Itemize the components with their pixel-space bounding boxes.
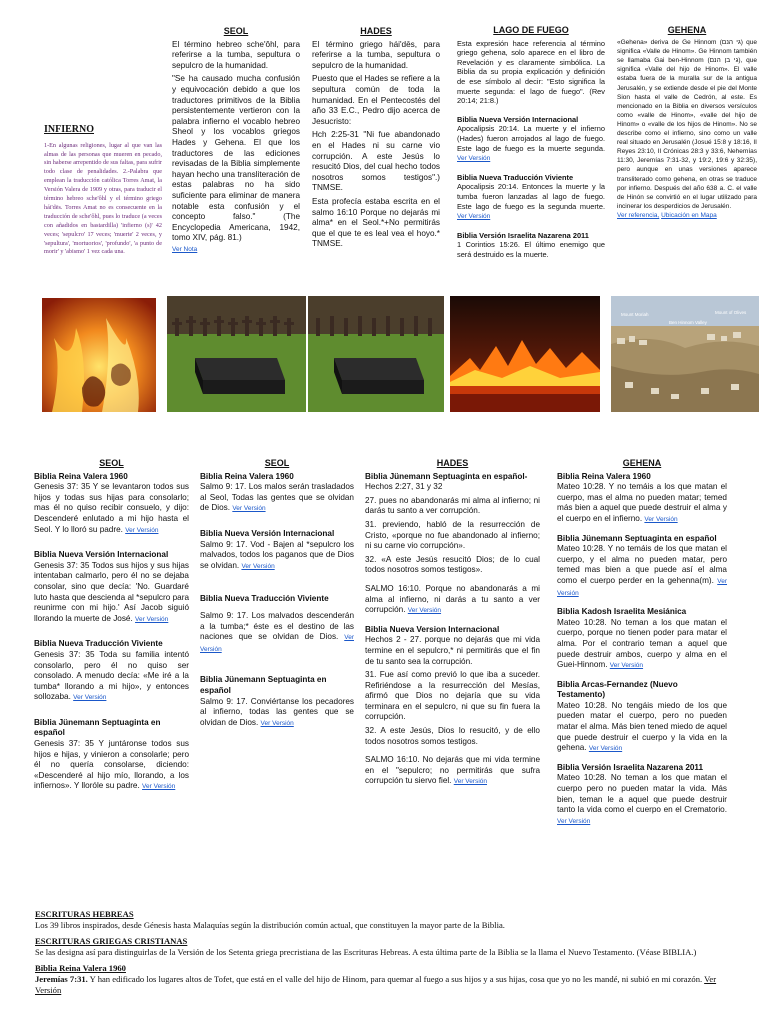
lago-t1-text: Apocalipsis 20:14. La muerte y el infierno (Hades) fueron arrojados al lago de fuego. Este lago de fuego es la muerte segunda.: [457, 124, 605, 153]
seol2-link4[interactable]: Ver Versión: [260, 719, 294, 727]
map-label-hinnom: Ben Hinnom Valley: [669, 320, 707, 325]
seol2-t2-text: Salmo 9: 17. Vod - Bajen al *sepulcro los malvados, todos los paganos que de Dios se olvidan.: [200, 539, 354, 570]
hades-b2t4-text: SALMO 16:10. No dejarás que mi vida termine en el "sepulcro; no permitirás que sufra corrupción tu siervo fiel.: [365, 755, 540, 786]
seol-genesis-title: SEOL: [99, 458, 124, 468]
hades-link1[interactable]: Ver Versión: [407, 607, 442, 615]
lago-t2: [457, 182, 605, 221]
seol-salmo-title: SEOL: [264, 458, 290, 468]
seol2-t2: [200, 540, 354, 573]
seol1-t4: [34, 739, 189, 793]
seol2-t1: [200, 482, 354, 515]
hades-v1: Biblia Jünemann Septuaginta en español-: [365, 471, 528, 481]
gehena-v3: Biblia Kadosh Israelita Mesiánica: [557, 607, 687, 617]
seol2-block-1: [200, 472, 354, 515]
seol1-t4-text: Genesis 37: 35 Y juntáronse todos sus hijos e hijas, y vinieron a consolarle; pero él no quería consolarse, diciendo: «Descenderé al hijo mío, llorando, a los infiernos». Y lloróle su padre.: [34, 739, 189, 791]
escrituras-hebreas-title: ESCRITURAS HEBREAS: [35, 909, 134, 919]
hades-top-p4: Esta profecía estaba escrita en el salmo 16:10 Porque no dejarás mi alma* en el Seol.*+No permitirás que el que te es leal vea el hoyo.* TNMSE.: [312, 196, 440, 249]
seol-salmo-column: [200, 458, 354, 743]
lago-fuego-column: [457, 26, 605, 262]
seol1-link4[interactable]: Ver Versión: [142, 783, 176, 791]
seol1-block-2: [34, 550, 189, 625]
gehena-link1[interactable]: Ver Versión: [644, 515, 678, 523]
seol2-block-4: [200, 675, 354, 729]
seol2-t4: [200, 697, 354, 730]
seol1-link3[interactable]: Ver Versión: [73, 694, 107, 702]
seol-top-p1: El término hebreo sche'ôhl, para referirse a la tumba, sepultura o sepulcro de la humanidad.: [172, 39, 300, 70]
seol1-v3: Biblia Nueva Traducción Viviente: [34, 639, 163, 649]
gehena-t2-text: Mateo 10:28. Y no temáis de los que matan el cuerpo, y el alma no pueden matar, pero temed mas bien a que puede así el alma como el cuerpo perder en la gehenna(m).: [557, 544, 727, 585]
lago-t1: [457, 124, 605, 163]
seol2-block-3: [200, 594, 354, 655]
seol2-t4-text: Salmo 9: 17. Conviértanse los pecadores al infierno, todas las gentes que se olvidan de Dios.: [200, 696, 354, 727]
hades-b2t2: 31. Fue así como previó lo que iba a suceder. Refiriéndose a la resurrección del Mesías, afirmó que Dios no dejaría que su vida terminara en el sepulcro, ni que su fin fuera la corrupción.: [365, 670, 540, 722]
hades-b1t3: 31. previendo, habló de la resurrección de Cristo, «porque no fue abandonado al infierno; ni su carne vio corrupción».: [365, 519, 540, 551]
gehena-t4-text: Mateo 10:28. No tengáis miedo de los que pueden matar el cuerpo, pero no pueden matar el alma. Más bien tened miedo de aquel que puede destruir el cuerpo y la vida en la gehena.: [557, 700, 727, 753]
hades-v2: Biblia Nueva Version Internacional: [365, 624, 500, 634]
infierno-column: [44, 125, 162, 260]
gehena-v5: Biblia Versión Israelita Nazarena 2011: [557, 762, 704, 772]
seol1-link1[interactable]: Ver Versión: [125, 526, 159, 534]
seol2-link1[interactable]: Ver Versión: [232, 505, 266, 513]
jeremias-ref: Jeremías 7:31.: [35, 973, 88, 984]
hades-hechos-column: [365, 458, 540, 791]
seol2-v4: Biblia Jünemann Septuaginta en español: [200, 675, 327, 695]
hinnom-valley-map-art: [611, 296, 759, 412]
escrituras-hebreas-text: Los 39 libros inspirados, desde Génesis hasta Malaquías según la distribución común actual, que constituyen la mayor parte de la Biblia.: [35, 919, 505, 930]
seol2-t3-text: Salmo 9: 17. Los malvados descenderán a la tumba;* éste es el destino de las naciones que se olvidan de Dios.: [200, 610, 354, 642]
seol1-block-1: [34, 472, 189, 537]
hellfire-image: [42, 298, 156, 412]
seol-top-p2: "Se ha causado mucha confusión y equivocación debido a que los traductores primitivos de la Biblia persistentemente vertieron con la palabra infierno el vocablo hebreo Sheol y los vocablos griegos Hades y Gehena. El que los traductores de las ediciones revisadas de la Biblia simplemente hayan hecho una transliteración de estas palabras no ha sido suficiente para eliminar de manera notable esta confusión y el concepto falso." (The Encyclopedia Americana, 1942, tomo XIV, pág. 81.): [172, 74, 300, 243]
gehena-v4: Biblia Arcas-Fernandez (Nuevo Testamento): [557, 679, 678, 700]
gehena-link3[interactable]: Ver Versión: [609, 662, 644, 670]
hades-hechos-title: HADES: [436, 458, 469, 468]
seol-top-title: SEOL: [223, 26, 249, 36]
hades-top-p1: El término griego hái'dēs, para referirse a la tumba, sepultura o sepulcro de la humanidad.: [312, 39, 440, 70]
hades-b2t4: [365, 755, 540, 788]
hades-b1t4: 32. «A este Jesús resucitó Dios; de lo cual todos nosotros somos testigos».: [365, 554, 540, 575]
infierno-text: 1-En algunas religiones, lugar al que van las almas de las personas que mueren en pecado, sin haberse arrepentido de sus faltas, para sufrir todo clase de penalidades. 2.-Palabra que emplean la traducción católica Torres Amat, la Versión Valera de 1909 y otras, para traducir el término hebreo sche'ôhl y el término griego hái'dēs. Torres Amat no es consecuente en la traducción de sche'ôhl, pues lo traduce (a veces con añadidos en bastardilla) 'infierno (s)' 42 veces; 'sepulcro' 17 veces; 'muerte' 2 veces, y 'sepultura', 'mortuorios', 'profundo', 'a punto de morir' y 'abismo' 1 vez cada una.: [44, 141, 162, 256]
map-label-moriah: Mount Moriah: [621, 312, 649, 317]
gehena-t3: [557, 618, 727, 672]
seol1-v1: Biblia Reina Valera 1960: [34, 471, 128, 481]
lago-v3: Biblia Versión Israelita Nazarena 2011: [457, 230, 589, 240]
jeremias-link[interactable]: Ver Versión: [35, 973, 717, 995]
gehena-t5-text: Mateo 10:28. No teman a los que matan el cuerpo pero no pueden matar la vida. Más bien, teman le a aquel que puede destruir tanto la vida como el cuerpo en el Crematorio.: [557, 773, 727, 815]
seol1-v4: Biblia Jünemann Septuaginta en español: [34, 717, 161, 738]
hades-b1t1: Hechos 2:27, 31 y 32: [365, 482, 443, 492]
jeremias-text: [35, 974, 735, 995]
gehena-t1: [557, 482, 727, 525]
seol1-block-3: [34, 639, 189, 704]
hades-b1t5-text: SALMO 16:10. Porque no abandonarás a mi alma al infierno, ni darás a tu santo a ver corrupción.: [365, 583, 540, 615]
hellfire-image-art: [42, 298, 156, 412]
hades-b2t3: 32. A este Jesús, Dios lo resucitó, y de ello todos nosotros somos testigos.: [365, 726, 540, 746]
gehena-top-column: [617, 26, 757, 220]
hades-b2t1: Hechos 2 - 27. porque no dejarás que mi vida termine en el sepulcro,* ni permitirás que el fin de tu santo sea la corrupción.: [365, 635, 540, 666]
seol2-block-2: [200, 529, 354, 572]
gehena-top-text: «Gehena» deriva de Ge Hinnom (גי הנם) que significa «Valle de Hinom». Ge Hinnom también se llamaba Gai ben-Hinnom (גי בן הנם), que significa «Valle del hijo de Hinom». El valle estaba fuera de la muralla sur de la antigua Jerusalén, y se extiende desde el pie del Monte Sion hasta el valle de Cedrón, al este. Es mencionado en la Biblia en diversos versículos como «valle de Hinom», «valle del hijo de Hinom» o «valle de los hijos de Hinom». No se describe como el infierno, sino como un valle real situado en Jerusalén (Josué 15:8 y 18:16, II Reyes 23:10, II Crónicas 28:3 y 33:6, Nehemías 11:30, Jeremías 7:31-32, y 19:2, 19:6 y 32:35), pero aunque en unas versiones aparece transliterado como gehena, en otras se traduce por infierno. Después del año 638 a. C. el valle de Hinón se convirtió en el lugar utilizado para incinerar los desperdicios de Jerusalén.: [617, 39, 758, 210]
gehena-link5[interactable]: Ver Versión: [557, 817, 591, 825]
ubicacion-mapa-link[interactable]: Ubicación en Mapa: [661, 211, 717, 219]
graveyard-coffin-image-2: [308, 296, 444, 412]
hades-top-p3: Hch 2:25-31 "Ni fue abandonado en el Hades ni su carne vio corrupción. A este Jesús lo resucitó Dios, del cual hecho todos nosotros somos testigos".) TNMSE.: [312, 130, 440, 193]
escrituras-griegas-text: Se las designa así para distinguirlas de la Versión de los Setenta griega precristiana de las Escrituras Hebreas. A esta última parte de la Biblia se la llama el Nuevo Testamento. (Véase BIBLIA.): [35, 946, 697, 957]
gehena-top-title: GEHENA: [667, 25, 707, 35]
seol2-link2[interactable]: Ver Versión: [241, 562, 275, 570]
lago-link1[interactable]: Ver Versión: [457, 155, 491, 163]
seol1-block-4: [34, 718, 189, 793]
gehena-mateo-column: [557, 458, 727, 841]
seol-genesis-column: [34, 458, 189, 807]
gehena-t3-text: Mateo 10:28. No teman a los que matan el cuerpo, porque no tienen poder para matar el alma. Por el contrario teman a aquel que puede destruir ambos, cuerpo y alma en el Guei-Hinnom.: [557, 617, 727, 670]
lago-link2[interactable]: Ver Versión: [457, 213, 491, 221]
gehena-link2[interactable]: Ver Versión: [557, 577, 727, 597]
map-label-olives: Mount of Olives: [715, 310, 747, 315]
infierno-title: INFIERNO: [44, 124, 95, 135]
lake-of-fire-image: [450, 296, 600, 412]
gehena-t4: [557, 701, 727, 755]
seol1-t2-text: Genesis 37: 35 Todos sus hijos y sus hijas intentaban calmarlo, pero él no se dejaba consolar, sino que decía: 'No. Guardaré luto hasta que descienda al *sepulcro para reunirme con mi hijo.' Así Jacob siguió llorando la muerte de José.: [34, 560, 189, 623]
gehena-block-2: [557, 534, 727, 600]
gehena-t5: [557, 773, 727, 827]
seol-top-column: [172, 26, 300, 255]
escrituras-griegas-title: ESCRITURAS GRIEGAS CRISTIANAS: [35, 936, 188, 947]
lago-fuego-p1: Esta expresión hace referencia al término griego gehena, solo aparece en el libro de Revelación y es claramente simbólica. La Biblia da su propia explicación y definición de ese símbolo al decir: "Esto significa la muerte segunda: el lago de fuego". (Rev 20:14; 21:8.): [457, 38, 605, 106]
lake-of-fire-art: [450, 296, 600, 412]
gehena-v2: Biblia Jünemann Septuaginta en español: [557, 533, 717, 543]
seol2-t1-text: Salmo 9: 17. Los malos serán trasladados al Seol, Todas las gentes que se olvidan de Dios.: [200, 482, 354, 513]
gehena-link4[interactable]: Ver Versión: [588, 745, 623, 753]
seol1-t1: [34, 482, 189, 536]
gehena-block-1: [557, 472, 727, 526]
seol2-t3: [200, 611, 354, 655]
hades-b1t2: 27. pues no abandonarás mi alma al infierno; ni darás tu santo a ver corrupción.: [365, 495, 540, 516]
lago-fuego-title: LAGO DE FUEGO: [493, 25, 569, 35]
gehena-t1-text: Mateo 10:28. Y no temáis a los que matan el cuerpo, mas el alma no pueden matar; temed más bien a aquel que puede destruir el alma y el cuerpo en el infierno.: [557, 482, 727, 523]
seol2-v2: Biblia Nueva Versión Internacional: [200, 528, 335, 538]
seol1-t2: [34, 561, 189, 626]
gehena-block-4: [557, 680, 727, 755]
seol2-v1: Biblia Reina Valera 1960: [200, 471, 294, 481]
hinnom-valley-map-image: [611, 296, 759, 412]
gehena-t2: [557, 544, 727, 599]
gehena-v1: Biblia Reina Valera 1960: [557, 471, 651, 481]
lago-v2: Biblia Nueva Traducción Viviente: [457, 172, 574, 182]
seol1-v2: Biblia Nueva Versión Internacional: [34, 550, 169, 560]
seol1-t3: [34, 650, 189, 704]
gehena-mateo-title: GEHENA: [622, 458, 662, 468]
jeremias-body: Y han edificado los lugares altos de Tofet, que está en el valle del hijo de Hinom, para quemar al fuego a sus hijos y a sus hijas, cosa que yo no les mandé, ni subió en mi corazón.: [87, 973, 703, 984]
hades-top-column: [312, 26, 440, 253]
reina-valera-title: Biblia Reina Valera 1960: [35, 963, 126, 974]
ver-referencia-link[interactable]: Ver referencia,: [617, 211, 660, 219]
hades-top-p2: Puesto que el Hades se refiere a la sepultura común de toda la humanidad. En el Pentecostés del año 33 E.C., Pedro dijo acerca de Jesucristo:: [312, 74, 440, 126]
hades-link2[interactable]: Ver Versión: [453, 778, 487, 786]
gehena-block-3: [557, 607, 727, 672]
lago-v1: Biblia Nueva Versión Internacional: [457, 114, 579, 124]
graveyard-coffin-art-1: [167, 296, 306, 412]
lago-t2-text: Apocalipsis 20:14. Entonces la muerte y la tumba fueron lanzadas al lago de fuego. Este lago de fuego es la segunda muerte.: [457, 182, 605, 211]
hades-b1t5: [365, 584, 540, 617]
seol2-link3[interactable]: Ver Versión: [200, 634, 354, 653]
seol2-v3: Biblia Nueva Traducción Viviente: [200, 594, 329, 604]
seol1-t3-text: Genesis 37: 35 Toda su familia intentó consolarlo, pero él no quiso ser consolado. A menudo decía: «Me iré a la tumba* llorando a mi hijo», y entonces sollozaba.: [34, 649, 189, 702]
hades-top-title: HADES: [360, 26, 392, 36]
seol1-link2[interactable]: Ver Versión: [135, 615, 169, 623]
gehena-block-5: [557, 763, 727, 828]
graveyard-coffin-art-2: [308, 296, 444, 412]
ver-nota-link[interactable]: Ver Nota: [172, 245, 198, 253]
graveyard-coffin-image-1: [167, 296, 306, 412]
glossary-section: [35, 909, 735, 998]
seol1-t1-text: Genesis 37: 35 Y se levantaron todos sus hijos y todas sus hijas para consolarlo; mas él no quiso recibir consuelo, y dijo: Descenderé enlutado a mi hijo hasta el Seol. Y lo lloró su padre.: [34, 482, 189, 534]
lago-t3: 1 Corintios 15:26. El último enemigo que será destruido es la muerte.: [457, 240, 605, 259]
